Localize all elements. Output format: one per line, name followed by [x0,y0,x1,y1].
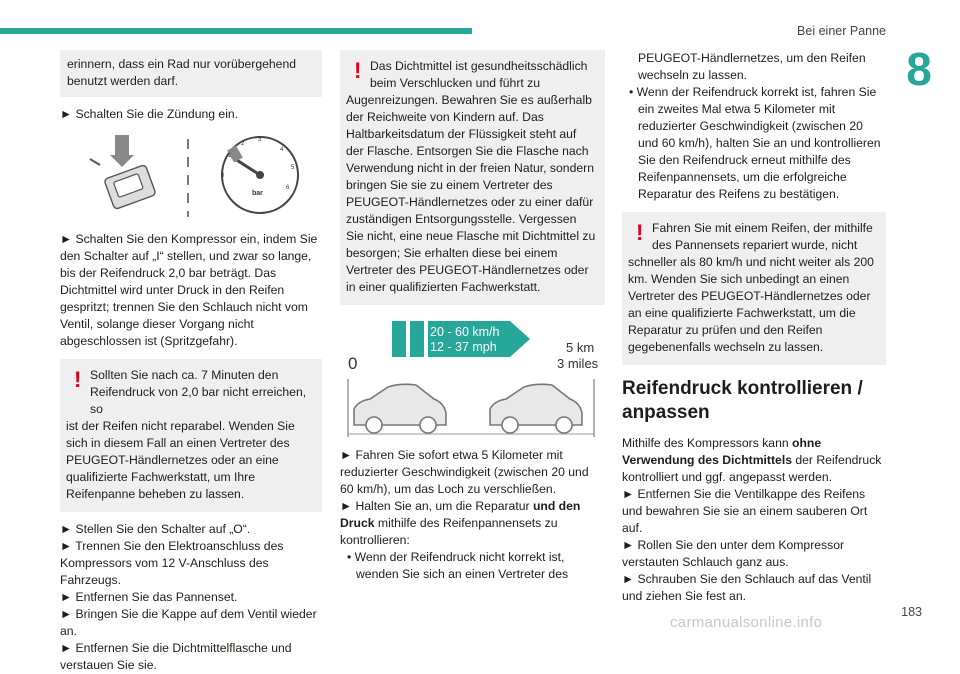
continuation-box [60,50,322,97]
warning-icon: ! [636,220,644,245]
step-disconnect: ► Trennen Sie den Elektroanschluss des Kompressors vom 12 V-Anschluss des Fahrzeugs. [60,539,284,587]
step-compressor: ► Schalten Sie den Kompressor ein, indem Sie den Schalter auf „I“ stellen, und zwar so lange, bis der Reifendruck 2,0 bar beträgt. Das Dichtmittel wird unter Druck in den Reifen gespritzt; trennen Sie den Schlauch nicht vom Ventil, solange dieser Vorgang nicht abgeschlossen ist (Spritzgefahr). [60,232,318,348]
step-unroll-hose: ► Rollen Sie den unter dem Kompressor verstauten Schlauch ganz aus. [622,538,845,569]
step-screw-hose: ► Schrauben Sie den Schlauch auf das Ventil und ziehen Sie fest an. [622,572,872,603]
warning-text-rest: Augenreizungen. Bewahren Sie es außerhalb der Reichweite von Kindern auf. Das Haltbarkeitsdatum der Flüssigkeit steht auf der Flasche. Entsorgen Sie die Flasche nach Verwendung nicht in der freien Natur, sondern bringen Sie sie zu einem Vertreter des PEUGEOT-Händlernetzes oder zu einer dafür zuständigen Entsorgungsstelle. Vergessen Sie nicht, eine neue Flasche mit Dichtmittel zu besorgen; Sie erhalten diese bei einem Vertreter des PEUGEOT-Händlernetzes oder in einer qualifizierten Fachwerkstatt. [346,93,596,294]
step-remove-cap: ► Entfernen Sie die Ventilkappe des Reifens und bewahren Sie sie an einem sauberen Ort auf. [622,487,868,535]
chapter-number: 8 [906,43,932,95]
gauge-tick-4: 4 [280,147,284,153]
step-stop-b: und den Druck [340,499,581,530]
gauge-unit: bar [252,190,263,197]
gauge-tick-2: 2 [241,141,245,147]
warning-icon: ! [74,367,82,392]
watermark: carmanualsonline.info [670,614,823,631]
step-stop-a: ► Halten Sie an, um die Reparatur [340,499,533,513]
speed-arrow-bar-1 [392,321,406,357]
warning-text-rest: ist der Reifen nicht reparabel. Wenden Sie sich in diesem Fall an einen Vertreter des PEUGEOT-Händlernetzes oder an eine qualifizierte Fachwerkstatt, um Ihre Reifenpanne beheben zu lassen. [66,419,295,501]
step-remove-kit: ► Entfernen Sie das Pannenset. [60,590,238,604]
warning-text-first: Sollten Sie nach ca. 7 Minuten den Reifendruck von 2,0 bar nicht erreichen, so [90,368,307,416]
step-store-bottle: ► Entfernen Sie die Dichtmittelflasche und verstauen Sie sie. [60,641,292,672]
bullet-continuation: PEUGEOT-Händlernetzes, um den Reifen wechseln zu lassen. [638,51,866,82]
step-cap-valve: ► Bringen Sie die Kappe auf dem Ventil wieder an. [60,607,317,638]
gauge-tick-5: 5 [291,165,295,171]
warning-text-rest: schneller als 80 km/h und nicht weiter als 200 km. Wenden Sie sich unbedingt an einen Vertreter des PEUGEOT-Händlernetzes oder an eine qualifizierte Fachwerkstatt, um die Reparatur zu prüfen und den Reifen gegebenenfalls wechseln zu lassen. [628,255,874,354]
speed-kmh: 20 - 60 km/h [430,325,500,339]
gauge-tick-3: 3 [258,137,262,143]
intro-b: ohne Verwendung des Dichtmittels [622,436,822,467]
intro-a: Mithilfe des Kompressors kann [622,436,793,450]
intro-c: der Reifendruck kontrolliert und ggf. angepasst werden. [622,453,882,484]
step-stop-c: mithilfe des Reifenpannensets zu kontrollieren: [340,516,558,547]
car-start-icon [354,384,446,433]
warning-icon: ! [354,58,362,83]
column-1 [60,50,322,674]
bullet-pressure-incorrect: • Wenn der Reifendruck nicht korrekt ist, wenden Sie sich an einen Vertreter des [347,550,569,581]
intro-text [622,435,886,486]
step-switch-off: ► Stellen Sie den Schalter auf „O“. [60,522,251,536]
gauge-tick-6: 6 [286,185,290,191]
speed-distance-illustration [340,317,605,439]
warning-box-speed-limit [622,212,886,365]
pressure-gauge-icon [222,137,298,213]
section-title: Bei einer Panne [797,24,886,38]
gauge-tick-1: 1 [228,153,232,159]
header-accent-bar [0,28,472,34]
distance-km: 5 km [566,340,595,355]
speed-distance-figure [340,317,605,439]
compressor-figure [60,129,322,221]
warning-text-first: Fahren Sie mit einem Reifen, der mithilfe des Pannensets repariert wurde, nicht [652,221,873,252]
compressor-switch-icon [90,135,156,210]
continuation-text: erinnern, dass ein Rad nur vorübergehend benutzt werden darf. [67,57,297,88]
warning-text-first: Das Dichtmittel ist gesundheitsschädlich beim Verschlucken und führt zu [370,59,588,90]
page-number: 183 [901,605,922,619]
gauge-tick-0: 0 [221,173,225,179]
distance-miles: 3 miles [557,356,599,371]
column-3 [622,50,886,605]
compressor-illustration [60,129,322,221]
step-stop [340,498,605,549]
step-ignition: ► Schalten Sie die Zündung ein. [60,107,239,121]
column-2 [340,50,605,583]
distance-start: 0 [348,354,358,373]
step-drive: ► Fahren Sie sofort etwa 5 Kilometer mit reduzierter Geschwindigkeit (zwischen 20 und 60 km/h), um das Loch zu verschließen. [340,448,589,496]
warning-box-sealant [340,50,605,305]
speed-arrow-bar-2 [410,321,424,357]
bullet-pressure-correct: • Wenn der Reifendruck korrekt ist, fahren Sie ein zweites Mal etwa 5 Kilometer mit reduzierter Geschwindigkeit (zwischen 20 und 60 km/h), halten Sie an und kontrollieren Sie den Reifendruck erneut mithilfe des Reifenpannensets, um die erfolgreiche Reparatur des Reifens zu bestätigen. [629,85,881,201]
speed-mph: 12 - 37 mph [430,340,497,354]
car-end-icon [490,384,582,433]
warning-box-pressure [60,359,322,512]
section-heading: Reifendruck kontrollieren / anpassen [622,378,863,423]
